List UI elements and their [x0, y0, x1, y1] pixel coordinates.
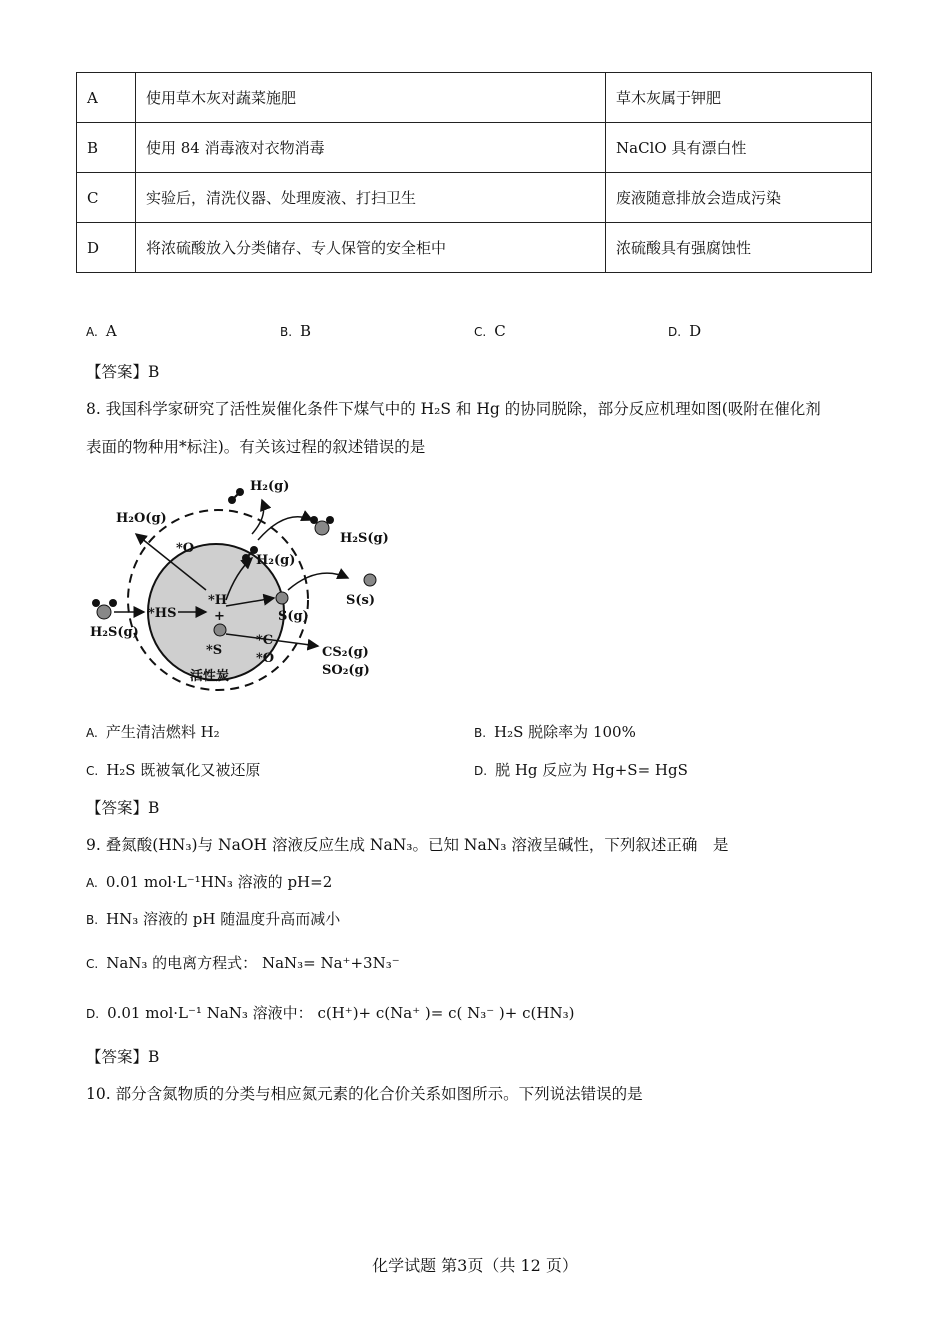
o-star-label: *O	[176, 541, 195, 556]
row-letter: D	[77, 223, 136, 273]
activated-carbon-label: 活性炭	[190, 669, 230, 684]
h2-top-label: H₂(g)	[250, 479, 290, 494]
q9-option-c[interactable]: C. NaN₃ 的电离方程式： NaN₃= Na⁺+3N₃⁻	[86, 954, 400, 972]
q8-stem-line2: 表面的物种用*标注)。有关该过程的叙述错误的是	[86, 438, 426, 456]
q8-stem-line1: 8. 我国科学家研究了活性炭催化条件下煤气中的 H₂S 和 Hg 的协同脱除，部分反应机理如图(吸附在催化剂	[86, 400, 821, 418]
row-practice: 将浓硫酸放入分类储存、专人保管的安全柜中	[136, 223, 606, 273]
q7-answer: 【答案】B	[86, 363, 160, 381]
q8-option-c[interactable]: C. H₂S 既被氧化又被还原	[86, 761, 261, 779]
row-reason: 废液随意排放会造成污染	[606, 173, 872, 223]
h2-molecule-icon	[228, 488, 244, 504]
q9-option-d[interactable]: D. 0.01 mol·L⁻¹ NaN₃ 溶液中： c(H⁺)+ c(Na⁺ )= c( N₃⁻ )+ c(HN₃)	[86, 1004, 575, 1022]
q9-option-b[interactable]: B. HN₃ 溶液的 pH 随温度升高而减小	[86, 910, 341, 928]
row-letter: C	[77, 173, 136, 223]
row-reason: 草木灰属于钾肥	[606, 73, 872, 123]
h2-inner-label: H₂(g)	[256, 553, 296, 568]
table-row	[77, 123, 872, 173]
q7-option-a[interactable]: A. A	[86, 322, 117, 340]
so2-label: SO₂(g)	[322, 663, 370, 678]
q9-answer: 【答案】B	[86, 1048, 160, 1066]
q10-stem: 10. 部分含氮物质的分类与相应氮元素的化合价关系如图所示。下列说法错误的是	[86, 1085, 643, 1103]
c-star-label: *C	[256, 633, 274, 648]
row-reason: 浓硫酸具有强腐蚀性	[606, 223, 872, 273]
row-letter: A	[77, 73, 136, 123]
h2o-label: H₂O(g)	[116, 511, 167, 526]
cs2-label: CS₂(g)	[322, 645, 369, 660]
table-row	[77, 173, 872, 223]
sulfur-atom-icon	[214, 624, 226, 636]
h2s-molecule-icon	[310, 516, 334, 535]
h2s-out-label: H₂S(g)	[340, 531, 389, 546]
q8-option-d[interactable]: D. 脱 Hg 反应为 Hg+S= HgS	[474, 761, 688, 779]
q8-answer: 【答案】B	[86, 799, 160, 817]
page-footer: 化学试题 第3页（共 12 页）	[372, 1256, 578, 1275]
h2s-molecule-icon	[92, 599, 117, 619]
row-practice: 使用 84 消毒液对衣物消毒	[136, 123, 606, 173]
row-practice: 使用草木灰对蔬菜施肥	[136, 73, 606, 123]
sulfur-atom-icon	[276, 592, 288, 604]
q7-option-c[interactable]: C. C	[474, 322, 506, 340]
plus-label: +	[214, 609, 225, 624]
sulfur-atom-icon	[364, 574, 376, 586]
row-letter: B	[77, 123, 136, 173]
o-star2-label: *O	[256, 651, 275, 666]
q7-option-b[interactable]: B. B	[280, 322, 312, 340]
options-table	[76, 72, 872, 273]
q7-option-d[interactable]: D. D	[668, 322, 702, 340]
h2s-in-label: H₂S(g)	[90, 625, 139, 640]
table-row	[77, 73, 872, 123]
q8-option-a[interactable]: A. 产生清洁燃料 H₂	[86, 723, 220, 741]
q9-option-a[interactable]: A. 0.01 mol·L⁻¹HN₃ 溶液的 pH=2	[86, 873, 333, 891]
h-star-label: *H	[208, 593, 228, 608]
row-reason: NaClO 具有漂白性	[606, 123, 872, 173]
q9-stem: 9. 叠氮酸(HN₃)与 NaOH 溶液反应生成 NaN₃。已知 NaN₃ 溶液呈碱性，下列叙述正确 是	[86, 836, 729, 854]
reaction-mechanism-diagram	[86, 474, 396, 696]
q8-option-b[interactable]: B. H₂S 脱除率为 100%	[474, 723, 636, 741]
table-row	[77, 223, 872, 273]
s-star-label: *S	[206, 643, 223, 658]
s-solid-label: S(s)	[346, 593, 376, 608]
hs-star-label: *HS	[148, 606, 177, 621]
row-practice: 实验后，清洗仪器、处理废液、打扫卫生	[136, 173, 606, 223]
s-gas-label: S(g)	[278, 609, 309, 624]
